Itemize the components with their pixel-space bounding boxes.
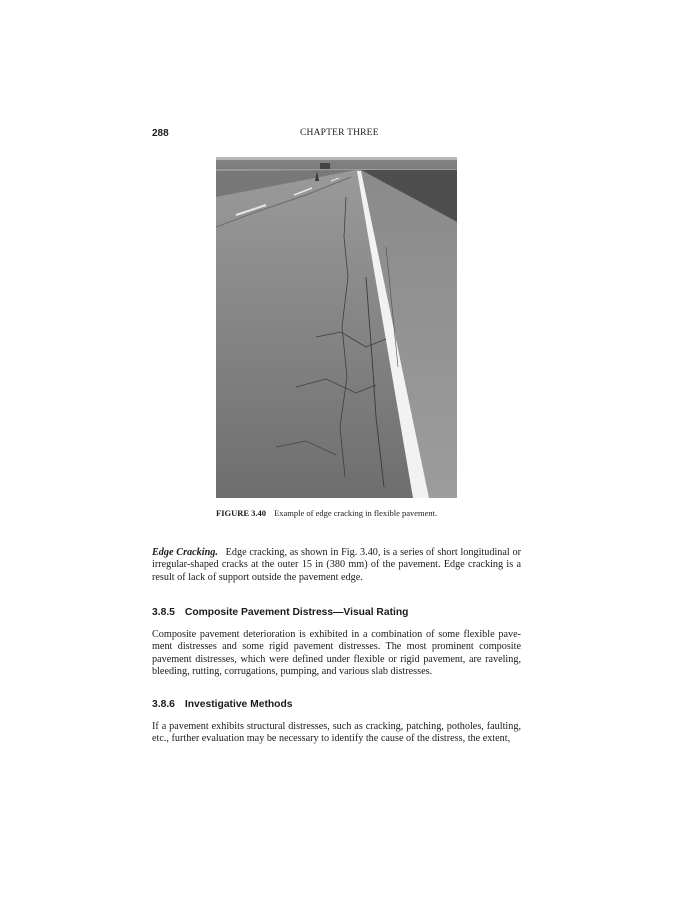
page-number: 288	[152, 128, 169, 139]
section-heading-3-8-5	[152, 607, 408, 618]
investigative-methods-paragraph: If a pavement exhibits structural distresses, such as cracking, patching, potholes, faulting, etc., further evaluation may be necessary to identify the cause of the distress, the extent,	[152, 721, 521, 745]
composite-pavement-paragraph: Composite pavement deterioration is exhibited in a combination of some flexible pave-ment distresses and some rigid pavement distresses. The most prominent composite pavement distresses, which were defined under flexible or rigid pavement, are raveling, bleeding, rutting, corrugations, pumping, and various slab distresses.	[152, 629, 521, 678]
figure-caption-text: Example of edge cracking in flexible pavement.	[274, 508, 438, 518]
section-title: Composite Pavement Distress—Visual Rating	[184, 607, 409, 618]
section-number: 3.8.6	[152, 699, 175, 710]
section-title: Investigative Methods	[184, 699, 293, 710]
figure-label: FIGURE 3.40	[216, 508, 267, 518]
figure-caption	[216, 508, 437, 518]
running-header: CHAPTER THREE	[300, 128, 379, 138]
edge-cracking-run-in: Edge Cracking.	[152, 547, 218, 558]
edge-cracking-text: Edge cracking, as shown in Fig. 3.40, is a series of short longitudinal or irregular-shaped cracks at the outer 15 in (380 mm) of the pavement. Edge cracking is a result of lack of support outside the pavement edge.	[152, 547, 521, 583]
section-heading-3-8-6	[152, 699, 292, 710]
section-number: 3.8.5	[152, 607, 175, 618]
figure-photo-edge-cracking	[216, 157, 457, 498]
edge-cracking-paragraph	[152, 547, 521, 584]
